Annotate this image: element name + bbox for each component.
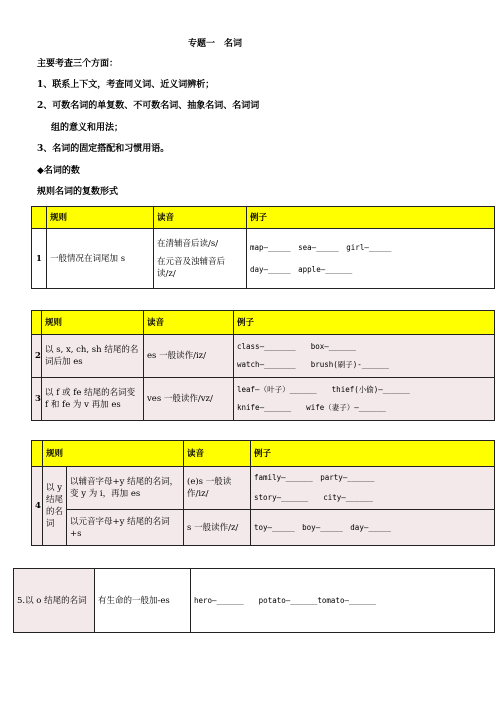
- intro-item-3: 3、名词的固定搭配和习惯用语。: [37, 144, 170, 154]
- hdr-cell-num: [32, 207, 47, 229]
- example-cell: hero—______ potato—______tomato—______: [191, 569, 495, 633]
- example-cell: [234, 335, 495, 378]
- rule-cell: 以元音字母+y 结尾的名词 +s: [67, 510, 184, 546]
- label-cell: 5.以 o 结尾的名词: [14, 569, 95, 633]
- rule-cell: 以辅音字母+y 结尾的名词，变 y 为 i，再加 es: [67, 467, 184, 510]
- example-cell: [251, 467, 495, 510]
- rule-cell: 以 f 或 fe 结尾的名词变 f 和 fe 为 v 再加 es: [42, 378, 144, 421]
- intro-item-2-cont: 组的意义和用法；: [51, 123, 124, 133]
- hdr-example: 例子: [251, 441, 495, 467]
- plural-table-4: [13, 568, 495, 633]
- sound-cell: es 一般读作/iz/: [144, 335, 234, 378]
- example-cell: [247, 229, 495, 289]
- group-cell: 以 y 结尾的名词: [43, 467, 67, 546]
- hdr-sound: 读音: [184, 441, 251, 467]
- hdr-sound: 读音: [154, 207, 247, 229]
- example-line-1: class—_______ box—______: [237, 342, 356, 351]
- example-line-2: watch—_______ brush(刷子)-______: [237, 360, 389, 369]
- plural-table-3: [31, 440, 495, 546]
- hdr-example: 例子: [247, 207, 495, 229]
- example-cell: [234, 378, 495, 421]
- sound-line-1: 在清辅音后读/s/: [157, 238, 219, 249]
- hdr-rule: 规则: [42, 311, 144, 335]
- sound-cell: [154, 229, 247, 289]
- hdr-rule: 规则: [43, 441, 184, 467]
- sound-cell: (e)s 一般读作/iz/: [184, 467, 251, 510]
- plural-table-2: [31, 310, 495, 421]
- sound-line-2: 在元音及浊辅音后读/z/: [157, 256, 226, 279]
- rule-cell: 一般情况在词尾加 s: [47, 229, 154, 289]
- intro-heading: 主要考查三个方面：: [37, 59, 119, 69]
- example-line-1: leaf—（叶子）______ thief(小偷)—______: [237, 385, 410, 394]
- row-number: 3: [32, 378, 42, 421]
- page-title: 专题一 名词: [188, 39, 243, 49]
- row-number: 2: [32, 335, 42, 378]
- hdr-example: 例子: [234, 311, 495, 335]
- rule-cell: 以 s, x, ch, sh 结尾的名词后加 es: [42, 335, 144, 378]
- hdr-rule: 规则: [47, 207, 154, 229]
- sound-cell: ves 一般读作/vz/: [144, 378, 234, 421]
- intro-item-1: 1、联系上下文，考查同义词、近义词辨析；: [37, 80, 215, 90]
- rule-cell: 有生命的一般加-es: [95, 569, 191, 633]
- example-line-2: day—_____ apple—______: [250, 264, 353, 274]
- sub-heading: 规则名词的复数形式: [37, 187, 119, 197]
- example-line-1: map—_____ sea—_____ girl—_____: [250, 242, 392, 252]
- example-cell: toy—_____ boy—_____ day—_____: [251, 510, 495, 546]
- intro-item-2: 2、可数名词的单复数、不可数名词、抽象名词、名词词: [37, 101, 260, 111]
- example-line-2: story—______ city—______: [254, 493, 373, 502]
- plural-table-1: [31, 206, 495, 289]
- example-line-1: family—______ party—______: [254, 473, 375, 482]
- section-heading: ◆名词的数: [37, 166, 80, 176]
- hdr-cell-num: [32, 441, 43, 467]
- hdr-sound: 读音: [144, 311, 234, 335]
- hdr-cell-num: [32, 311, 42, 335]
- example-line-2: knife—______ wife（妻子）—______: [237, 403, 386, 412]
- row-number: 1: [32, 229, 47, 289]
- sound-cell: s 一般读作/z/: [184, 510, 251, 546]
- row-number: 4: [32, 467, 43, 546]
